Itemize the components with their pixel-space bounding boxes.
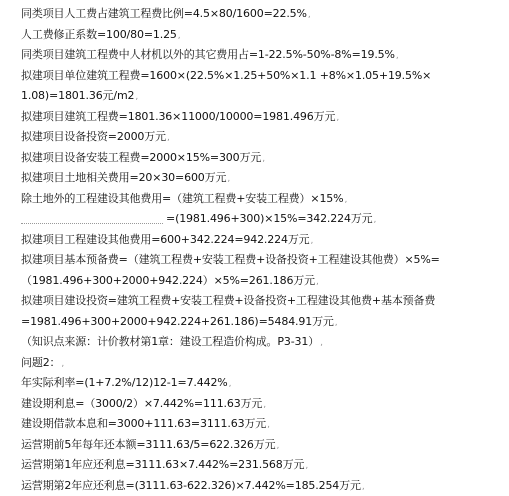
text-line: 建设期利息=（3000/2）×7.442%=111.63万元, <box>21 396 266 410</box>
text-line: （1981.496+300+2000+942.224）×5%=261.186万元, <box>21 273 319 287</box>
text-line: （知识点来源：计价教材第1章：建设工程造价构成。P3-31）, <box>21 335 323 348</box>
text-line: 同类项目人工费占建筑工程费比例=4.5×80/1600=22.5%, <box>21 7 311 20</box>
text-line: 拟建项目土地相关费用=20×30=600万元, <box>21 171 231 184</box>
text-line: 除土地外的工程建设其他费用=（建筑工程费+安装工程费）×15%, <box>21 191 348 205</box>
text-line: 拟建项目设备安装工程费=2000×15%=300万元, <box>21 150 265 164</box>
text-line: 拟建项目单位建筑工程费=1600×(22.5%×1.25+50%×1.1 +8%×1.05+19.5%× <box>21 68 432 82</box>
dotted-leader <box>21 215 163 224</box>
text-line: 年实际利率=(1+7.2%/12)12-1=7.442%, <box>21 376 232 389</box>
text-line: =1981.496+300+2000+942.224+261.186)=5484.91万元, <box>21 314 338 328</box>
text-line: 运营期前5年每年还本额=3111.63/5=622.326万元, <box>21 437 280 451</box>
text-line: 拟建项目建设投资=建筑工程费+安装工程费+设备投资+工程建设其他费+基本预备费 <box>21 294 436 307</box>
text-line: 拟建项目建筑工程费=1801.36×11000/10000=1981.496万元, <box>21 109 340 123</box>
text-line: 建设期借款本息和=3000+111.63=3111.63万元, <box>21 417 270 430</box>
text-line: 人工费修正系数=100/80=1.25, <box>21 27 181 41</box>
text-line: 拟建项目基本预备费=（建筑工程费+安装工程费+设备投资+工程建设其他费）×5%= <box>21 253 440 266</box>
text-line: 拟建项目设备投资=2000万元, <box>21 130 170 143</box>
text-line: 问题2：, <box>21 355 65 369</box>
text-line: 运营期第2年应还利息=(3111.63-622.326)×7.442%=185.254万元, <box>21 478 365 492</box>
text-line: =(1981.496+300)×15%=342.224万元, <box>21 209 503 230</box>
text-line: 1.08)=1801.36元/m2, <box>21 89 139 102</box>
text-line: 拟建项目工程建设其他费用=600+342.224=942.224万元, <box>21 232 314 246</box>
text-line: 同类项目建筑工程费中人材机以外的其它费用占=1-22.5%-50%-8%=19.5%, <box>21 48 399 61</box>
text-line: 运营期第1年应还利息=3111.63×7.442%=231.568万元, <box>21 458 309 471</box>
